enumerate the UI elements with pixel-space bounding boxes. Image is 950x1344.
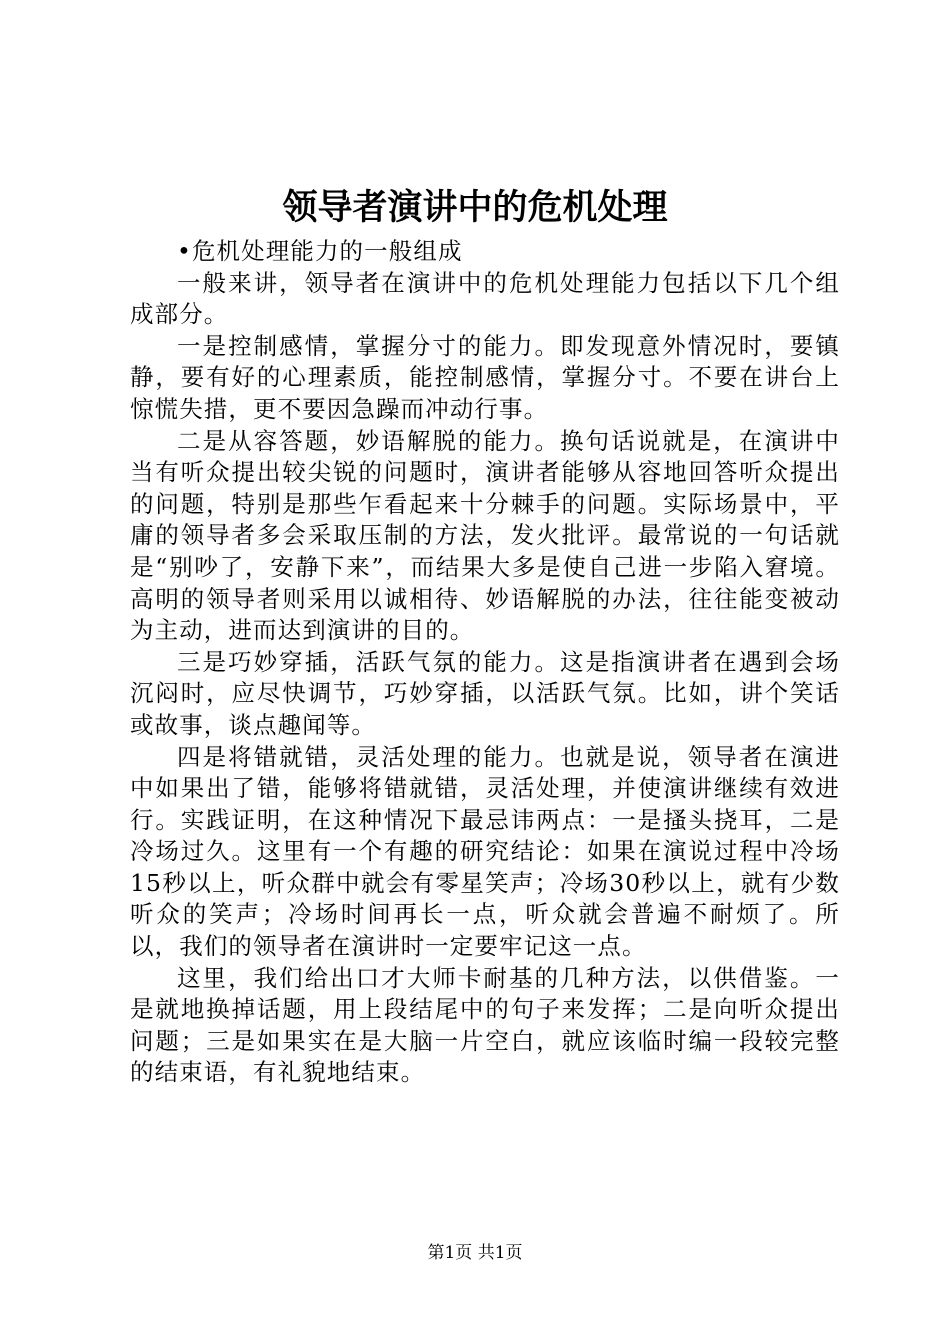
section-heading: •危机处理能力的一般组成	[177, 237, 463, 265]
paragraph-carnegie-methods: 这里，我们给出口才大师卡耐基的几种方法，以供借鉴。一是就地换掉话题，用上段结尾中的句子来发挥；二是向听众提出问题；三是如果实在是大脑一片空白，就应该临时编一段较完整的结束语，有礼貌地结束。	[130, 963, 840, 1087]
paragraph-point-3: 三是巧妙穿插，活跃气氛的能力。这是指演讲者在遇到会场沉闷时，应尽快调节，巧妙穿插，以活跃气氛。比如，讲个笑话或故事，谈点趣闻等。	[130, 647, 840, 739]
paragraph-intro: 一般来讲，领导者在演讲中的危机处理能力包括以下几个组成部分。	[130, 268, 840, 329]
document-body	[130, 236, 840, 1089]
paragraph-point-4: 四是将错就错，灵活处理的能力。也就是说，领导者在演进中如果出了错，能够将错就错，灵活处理，并使演讲继续有效进行。实践证明，在这种情况下最忌讳两点：一是搔头挠耳，二是冷场过久。这里有一个有趣的研究结论：如果在演说过程中冷场15秒以上，听众群中就会有零星笑声；冷场30秒以上，就有少数听众的笑声；冷场时间再长一点，听众就会普遍不耐烦了。所以，我们的领导者在演讲时一定要牢记这一点。	[130, 742, 840, 961]
page-footer: 第1页 共1页	[427, 1243, 523, 1263]
paragraph-point-1: 一是控制感情，掌握分寸的能力。即发现意外情况时，要镇静，要有好的心理素质，能控制感情，掌握分寸。不要在讲台上惊慌失措，更不要因急躁而冲动行事。	[130, 331, 840, 423]
paragraph-point-2: 二是从容答题，妙语解脱的能力。换句话说就是，在演讲中当有听众提出较尖锐的问题时，演讲者能够从容地回答听众提出的问题，特别是那些乍看起来十分棘手的问题。实际场景中，平庸的领导者多会采取压制的方法，发火批评。最常说的一句话就是“别吵了，安静下来”，而结果大多是使自己进一步陷入窘境。高明的领导者则采用以诚相待、妙语解脱的办法，往往能变被动为主动，进而达到演讲的目的。	[130, 426, 840, 645]
document-title: 领导者演讲中的危机处理	[282, 187, 668, 228]
